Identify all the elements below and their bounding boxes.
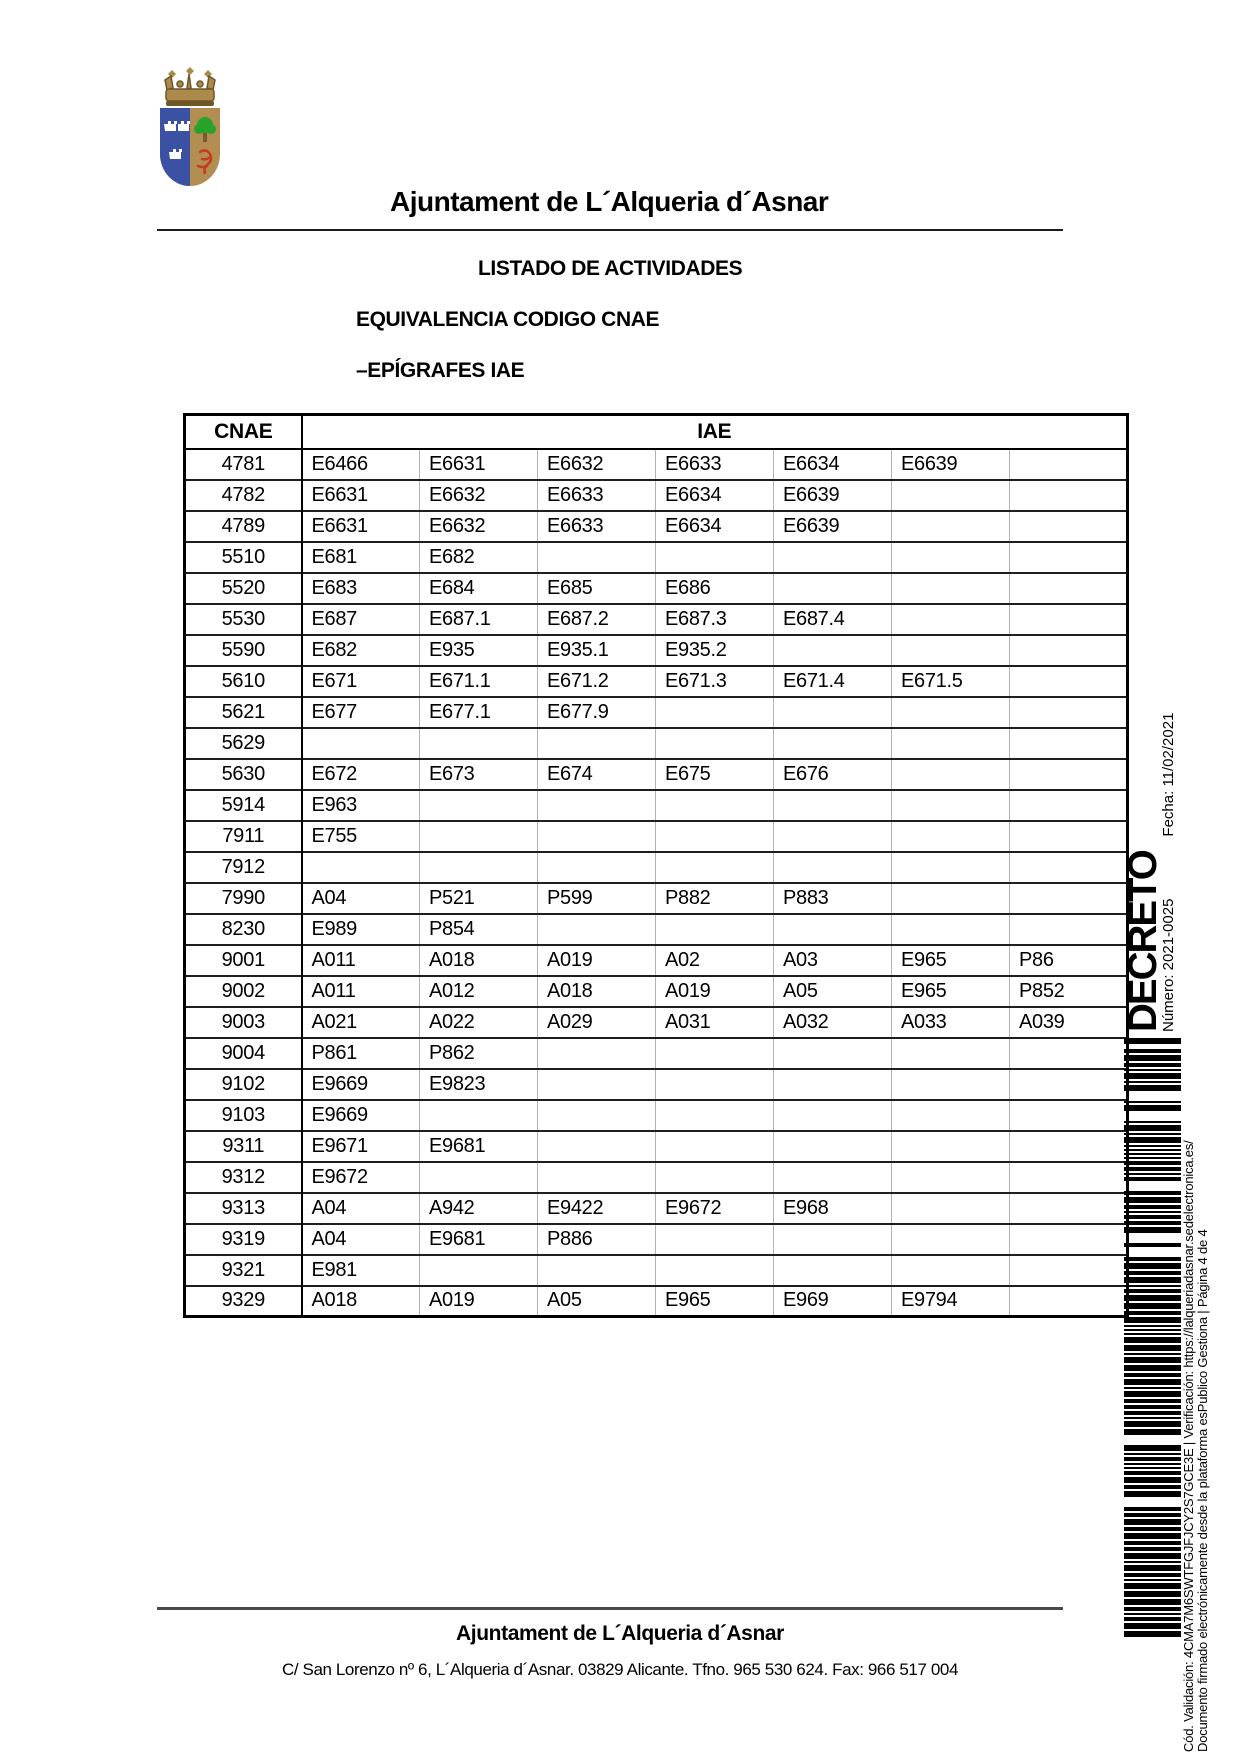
iae-cell: E685 — [538, 573, 656, 604]
iae-cell — [1010, 697, 1128, 728]
iae-cell — [656, 821, 774, 852]
iae-cell — [656, 1038, 774, 1069]
iae-cell: E9671 — [302, 1131, 420, 1162]
iae-cell — [892, 604, 1010, 635]
iae-cell — [420, 1100, 538, 1131]
table-row — [185, 1162, 1128, 1193]
iae-cell — [538, 1255, 656, 1286]
iae-cell — [656, 1100, 774, 1131]
iae-cell: E677.9 — [538, 697, 656, 728]
iae-cell — [302, 728, 420, 759]
iae-cell — [420, 790, 538, 821]
cnae-cell: 9311 — [185, 1131, 302, 1162]
table-row — [185, 480, 1128, 511]
decree-number-date — [1160, 713, 1177, 1032]
iae-cell — [1010, 1286, 1128, 1317]
decree-number: Número: 2021-0025 — [1160, 898, 1177, 1032]
iae-cell: A018 — [420, 945, 538, 976]
iae-cell: P862 — [420, 1038, 538, 1069]
iae-cell — [420, 1255, 538, 1286]
iae-cell: E9794 — [892, 1286, 1010, 1317]
signature-text: Documento firmado electrónicamente desde la plataforma esPublico Gestiona | Página 4 de 4 — [1195, 1229, 1210, 1752]
iae-cell: E6631 — [302, 480, 420, 511]
validation-text: Cód. Validación: 4CMA7M6SWTFGJFJCY2S7GCE3E | Verificación: https://lalqueriadasnar.sedelectronica.es/ — [1181, 1140, 1196, 1752]
footer-address: C/ San Lorenzo nº 6, L´Alqueria d´Asnar. 03829 Alicante. Tfno. 965 530 624. Fax: 966 517 004 — [281, 1660, 959, 1679]
cnae-cell: 5629 — [185, 728, 302, 759]
iae-cell — [774, 728, 892, 759]
iae-cell — [656, 1224, 774, 1255]
iae-cell — [1010, 635, 1128, 666]
iae-cell: E6639 — [892, 449, 1010, 480]
iae-cell: A011 — [302, 945, 420, 976]
iae-cell — [1010, 480, 1128, 511]
iae-cell: E672 — [302, 759, 420, 790]
iae-cell — [538, 1038, 656, 1069]
table-row — [185, 821, 1128, 852]
iae-cell — [656, 1162, 774, 1193]
page-title: Ajuntament de L´Alqueria d´Asnar — [390, 186, 829, 217]
iae-cell — [656, 728, 774, 759]
iae-cell: A012 — [420, 976, 538, 1007]
iae-cell: A04 — [302, 883, 420, 914]
iae-cell: P854 — [420, 914, 538, 945]
iae-cell: A011 — [302, 976, 420, 1007]
iae-cell: E965 — [656, 1286, 774, 1317]
iae-cell — [774, 1100, 892, 1131]
iae-cell — [892, 635, 1010, 666]
iae-cell — [420, 852, 538, 883]
iae-cell: E673 — [420, 759, 538, 790]
doc-heading-epigrafes: –EPÍGRAFES IAE — [356, 359, 525, 382]
iae-cell: E6634 — [656, 480, 774, 511]
iae-cell — [420, 1162, 538, 1193]
cnae-cell: 5520 — [185, 573, 302, 604]
iae-cell — [892, 1193, 1010, 1224]
crown-icon — [165, 67, 215, 106]
iae-cell: P86 — [1010, 945, 1128, 976]
iae-cell — [656, 914, 774, 945]
iae-cell: E671.4 — [774, 666, 892, 697]
iae-cell — [1010, 883, 1128, 914]
iae-cell — [892, 1131, 1010, 1162]
table-row — [185, 1038, 1128, 1069]
iae-cell: E9672 — [656, 1193, 774, 1224]
iae-cell — [774, 1162, 892, 1193]
footer-municipality: Ajuntament de L´Alqueria d´Asnar — [456, 1622, 784, 1645]
iae-cell: E989 — [302, 914, 420, 945]
iae-cell: E6631 — [302, 511, 420, 542]
iae-cell — [892, 883, 1010, 914]
iae-cell — [1010, 1100, 1128, 1131]
table-header-cnae: CNAE — [185, 415, 302, 449]
iae-cell: E676 — [774, 759, 892, 790]
cnae-cell: 7990 — [185, 883, 302, 914]
iae-cell: A04 — [302, 1224, 420, 1255]
decree-date: Fecha: 11/02/2021 — [1160, 712, 1177, 837]
iae-cell — [1010, 821, 1128, 852]
iae-cell — [892, 1255, 1010, 1286]
iae-cell — [892, 790, 1010, 821]
cnae-cell: 9312 — [185, 1162, 302, 1193]
iae-cell: E683 — [302, 573, 420, 604]
iae-cell: E686 — [656, 573, 774, 604]
cnae-iae-table — [183, 413, 1129, 1318]
cnae-cell: 5590 — [185, 635, 302, 666]
iae-cell: P882 — [656, 883, 774, 914]
iae-cell — [1010, 790, 1128, 821]
iae-cell: E671.1 — [420, 666, 538, 697]
iae-cell: A018 — [302, 1286, 420, 1317]
iae-cell: A05 — [538, 1286, 656, 1317]
iae-cell — [774, 1069, 892, 1100]
table-row — [185, 1100, 1128, 1131]
iae-cell — [1010, 511, 1128, 542]
iae-cell: E965 — [892, 945, 1010, 976]
cnae-cell: 9004 — [185, 1038, 302, 1069]
iae-cell: E6634 — [656, 511, 774, 542]
iae-cell: A02 — [656, 945, 774, 976]
iae-cell — [774, 542, 892, 573]
iae-cell: E671.2 — [538, 666, 656, 697]
iae-cell: E687.2 — [538, 604, 656, 635]
coat-of-arms-logo — [152, 62, 228, 190]
iae-cell: P599 — [538, 883, 656, 914]
footer-rule — [157, 1607, 1063, 1610]
iae-cell: E6633 — [538, 511, 656, 542]
iae-cell — [774, 697, 892, 728]
iae-cell: A031 — [656, 1007, 774, 1038]
iae-cell: A032 — [774, 1007, 892, 1038]
table-row — [185, 1007, 1128, 1038]
cnae-cell: 9103 — [185, 1100, 302, 1131]
table-row — [185, 1193, 1128, 1224]
iae-cell: A039 — [1010, 1007, 1128, 1038]
iae-cell — [1010, 542, 1128, 573]
cnae-cell: 9319 — [185, 1224, 302, 1255]
header-rule — [157, 229, 1063, 231]
iae-cell: A942 — [420, 1193, 538, 1224]
cnae-cell: 9102 — [185, 1069, 302, 1100]
iae-cell: E687 — [302, 604, 420, 635]
iae-cell — [538, 1162, 656, 1193]
iae-cell — [1010, 573, 1128, 604]
iae-cell — [892, 697, 1010, 728]
iae-cell: E9681 — [420, 1131, 538, 1162]
iae-cell: E6632 — [538, 449, 656, 480]
iae-cell — [892, 511, 1010, 542]
table-row — [185, 666, 1128, 697]
iae-cell: E674 — [538, 759, 656, 790]
iae-cell — [656, 790, 774, 821]
iae-cell — [656, 1255, 774, 1286]
iae-cell — [538, 542, 656, 573]
table-row — [185, 790, 1128, 821]
iae-cell — [892, 914, 1010, 945]
iae-cell — [1010, 914, 1128, 945]
iae-cell — [892, 1100, 1010, 1131]
iae-cell: E671.3 — [656, 666, 774, 697]
table-row — [185, 1286, 1128, 1317]
cnae-cell: 8230 — [185, 914, 302, 945]
iae-cell: E682 — [302, 635, 420, 666]
table-row — [185, 883, 1128, 914]
table-body — [185, 449, 1128, 1317]
iae-cell: P521 — [420, 883, 538, 914]
cnae-cell: 7912 — [185, 852, 302, 883]
iae-cell: E6639 — [774, 480, 892, 511]
iae-cell — [656, 1069, 774, 1100]
iae-cell: E684 — [420, 573, 538, 604]
cnae-cell: 4782 — [185, 480, 302, 511]
iae-cell: A021 — [302, 1007, 420, 1038]
iae-cell — [892, 480, 1010, 511]
iae-cell — [774, 573, 892, 604]
iae-cell — [774, 852, 892, 883]
iae-cell — [1010, 449, 1128, 480]
iae-cell — [656, 852, 774, 883]
iae-cell: E687.3 — [656, 604, 774, 635]
iae-cell — [892, 1162, 1010, 1193]
iae-cell: A05 — [774, 976, 892, 1007]
table-row — [185, 697, 1128, 728]
iae-cell — [538, 914, 656, 945]
cnae-cell: 9321 — [185, 1255, 302, 1286]
iae-cell: E935.1 — [538, 635, 656, 666]
decreto-watermark: DECRETO — [1121, 851, 1165, 1032]
cnae-cell: 5621 — [185, 697, 302, 728]
barcode — [1124, 1038, 1181, 1640]
iae-cell — [538, 728, 656, 759]
iae-cell — [538, 790, 656, 821]
cnae-cell: 5914 — [185, 790, 302, 821]
iae-cell — [302, 852, 420, 883]
table-row — [185, 449, 1128, 480]
iae-cell: P852 — [1010, 976, 1128, 1007]
iae-cell — [538, 821, 656, 852]
iae-cell — [774, 635, 892, 666]
iae-cell: E6632 — [420, 511, 538, 542]
iae-cell — [1010, 759, 1128, 790]
iae-cell: E687.4 — [774, 604, 892, 635]
iae-cell — [420, 728, 538, 759]
iae-cell: A033 — [892, 1007, 1010, 1038]
iae-cell: E9672 — [302, 1162, 420, 1193]
iae-cell: E6633 — [538, 480, 656, 511]
cnae-cell: 5530 — [185, 604, 302, 635]
table-row — [185, 542, 1128, 573]
iae-cell — [774, 914, 892, 945]
iae-cell — [774, 821, 892, 852]
table-row — [185, 573, 1128, 604]
table-row — [185, 1224, 1128, 1255]
table-row — [185, 1255, 1128, 1286]
iae-cell — [892, 1224, 1010, 1255]
iae-cell: E935 — [420, 635, 538, 666]
iae-cell: A019 — [420, 1286, 538, 1317]
iae-cell: A022 — [420, 1007, 538, 1038]
shield-icon — [160, 108, 220, 186]
cnae-cell: 9001 — [185, 945, 302, 976]
iae-cell — [1010, 728, 1128, 759]
iae-cell — [538, 1069, 656, 1100]
iae-cell — [1010, 1255, 1128, 1286]
cnae-cell: 9329 — [185, 1286, 302, 1317]
iae-cell: E9669 — [302, 1100, 420, 1131]
table-row — [185, 728, 1128, 759]
iae-cell: P861 — [302, 1038, 420, 1069]
cnae-cell: 9313 — [185, 1193, 302, 1224]
iae-cell — [538, 852, 656, 883]
iae-cell: E681 — [302, 542, 420, 573]
iae-cell — [892, 852, 1010, 883]
iae-cell — [1010, 604, 1128, 635]
iae-cell: E6634 — [774, 449, 892, 480]
iae-cell — [420, 821, 538, 852]
iae-cell: E969 — [774, 1286, 892, 1317]
iae-cell — [1010, 1069, 1128, 1100]
cnae-cell: 5630 — [185, 759, 302, 790]
iae-cell — [656, 697, 774, 728]
cnae-cell: 7911 — [185, 821, 302, 852]
iae-cell — [892, 1038, 1010, 1069]
iae-cell — [1010, 1193, 1128, 1224]
iae-cell: E981 — [302, 1255, 420, 1286]
iae-cell — [892, 542, 1010, 573]
iae-cell — [1010, 1162, 1128, 1193]
iae-cell — [774, 1224, 892, 1255]
iae-cell — [1010, 1038, 1128, 1069]
iae-cell: E6466 — [302, 449, 420, 480]
iae-cell: E9823 — [420, 1069, 538, 1100]
iae-cell: E6631 — [420, 449, 538, 480]
cnae-cell: 5510 — [185, 542, 302, 573]
iae-cell — [774, 1131, 892, 1162]
iae-cell — [892, 759, 1010, 790]
table-header-row — [185, 415, 1128, 449]
table-row — [185, 976, 1128, 1007]
iae-cell: E965 — [892, 976, 1010, 1007]
iae-cell: P886 — [538, 1224, 656, 1255]
table-row — [185, 511, 1128, 542]
table-row — [185, 945, 1128, 976]
iae-cell: A04 — [302, 1193, 420, 1224]
iae-cell — [656, 542, 774, 573]
iae-cell — [892, 821, 1010, 852]
iae-cell: E687.1 — [420, 604, 538, 635]
iae-cell: E677 — [302, 697, 420, 728]
iae-cell: A019 — [656, 976, 774, 1007]
cnae-cell: 9002 — [185, 976, 302, 1007]
iae-cell: E755 — [302, 821, 420, 852]
iae-cell: E682 — [420, 542, 538, 573]
iae-cell: E6633 — [656, 449, 774, 480]
iae-cell — [538, 1131, 656, 1162]
iae-cell: E963 — [302, 790, 420, 821]
iae-cell: E6632 — [420, 480, 538, 511]
table-row — [185, 1069, 1128, 1100]
iae-cell — [656, 1131, 774, 1162]
iae-cell — [1010, 1224, 1128, 1255]
table-row — [185, 852, 1128, 883]
iae-cell: E9669 — [302, 1069, 420, 1100]
iae-cell — [892, 1069, 1010, 1100]
iae-cell: E671 — [302, 666, 420, 697]
iae-cell — [892, 573, 1010, 604]
table-row — [185, 914, 1128, 945]
table-header-iae: IAE — [302, 415, 1128, 449]
iae-cell — [538, 1100, 656, 1131]
iae-cell: P883 — [774, 883, 892, 914]
iae-cell — [774, 1038, 892, 1069]
iae-cell: A03 — [774, 945, 892, 976]
cnae-cell: 4789 — [185, 511, 302, 542]
iae-cell: A019 — [538, 945, 656, 976]
iae-cell: E9681 — [420, 1224, 538, 1255]
cnae-cell: 4781 — [185, 449, 302, 480]
table-row — [185, 604, 1128, 635]
iae-cell: E968 — [774, 1193, 892, 1224]
doc-heading-equivalencia: EQUIVALENCIA CODIGO CNAE — [356, 308, 660, 331]
iae-cell — [892, 728, 1010, 759]
iae-cell — [1010, 852, 1128, 883]
iae-cell: E671.5 — [892, 666, 1010, 697]
iae-cell — [1010, 666, 1128, 697]
iae-cell: E6639 — [774, 511, 892, 542]
table-row — [185, 1131, 1128, 1162]
iae-cell: A018 — [538, 976, 656, 1007]
cnae-cell: 5610 — [185, 666, 302, 697]
iae-cell — [1010, 1131, 1128, 1162]
iae-cell — [774, 790, 892, 821]
table-row — [185, 759, 1128, 790]
cnae-cell: 9003 — [185, 1007, 302, 1038]
iae-cell: E9422 — [538, 1193, 656, 1224]
iae-cell: E675 — [656, 759, 774, 790]
iae-cell: E677.1 — [420, 697, 538, 728]
iae-cell: E935.2 — [656, 635, 774, 666]
iae-cell — [774, 1255, 892, 1286]
doc-heading-listado: LISTADO DE ACTIVIDADES — [478, 257, 743, 280]
iae-cell: A029 — [538, 1007, 656, 1038]
table-row — [185, 635, 1128, 666]
